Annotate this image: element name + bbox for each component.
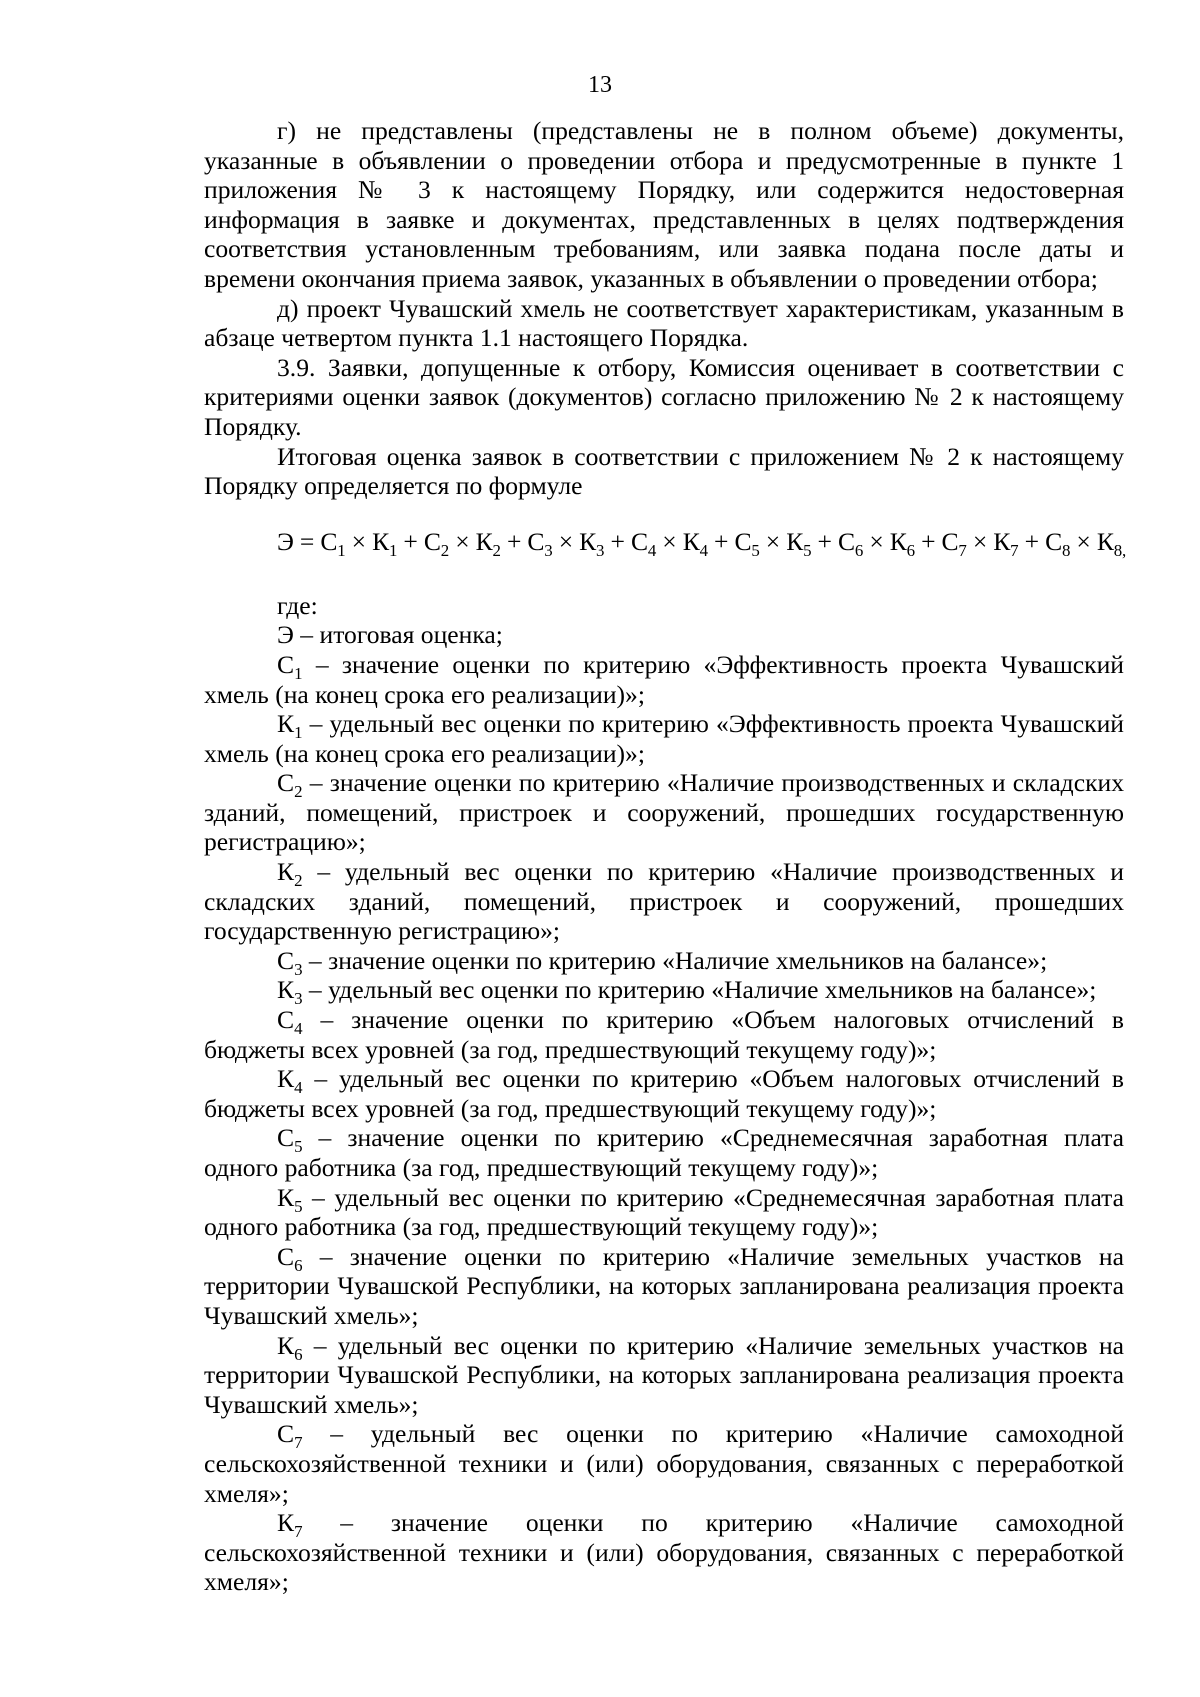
definition-text: – удельный вес оценки по критерию «Наличие производственных и складских зданий, помещений, пристроек и сооружений, прошедших государственную регистрацию»;: [204, 857, 1124, 946]
formula-plus: +: [500, 526, 528, 556]
formula-plus: +: [397, 526, 424, 556]
definitions-list: [204, 620, 1124, 1597]
formula-times: ×: [1070, 526, 1097, 556]
formula-c-symbol: С: [320, 526, 338, 556]
formula-k-symbol: К: [786, 526, 804, 556]
formula-c-symbol: С: [838, 526, 855, 556]
definition-text: – значение оценки по критерию «Эффективность проекта Чувашский хмель (на конец срока его реализации)»;: [204, 649, 1124, 709]
formula-times: ×: [966, 526, 994, 556]
definition-symbol: К: [277, 1508, 295, 1538]
formula-times: ×: [552, 526, 580, 556]
definition-symbol-index: 4: [294, 1018, 303, 1038]
formula-c-index: 4: [647, 540, 657, 560]
definition-text: – удельный вес оценки по критерию «Среднемесячная заработная плата одного работника (за год, предшествующий текущему году)»;: [204, 1182, 1124, 1242]
definition-symbol: К: [277, 975, 295, 1005]
formula-k-index: 5: [803, 540, 812, 560]
formula-c-index: 8: [1061, 540, 1071, 560]
formula-plus: +: [707, 526, 735, 556]
definition-item: [204, 1419, 1124, 1508]
definition-symbol-index: 7: [294, 1433, 303, 1453]
definition-symbol: С: [277, 1123, 295, 1153]
definition-symbol-index: 3: [294, 959, 303, 979]
page-number: 13: [588, 72, 612, 98]
formula-plus: +: [811, 526, 838, 556]
formula-lhs: Э: [277, 526, 294, 556]
definition-text: – значение оценки по критерию «Объем налоговых отчислений в бюджеты всех уровней (за год, предшествующий текущему году)»;: [204, 1005, 1124, 1064]
formula-c-index: 6: [854, 540, 864, 560]
formula-equals: =: [293, 526, 321, 556]
paragraph-d: д) проект Чувашский хмель не соответствует характеристикам, указанным в абзаце четвертом пункта 1.1 настоящего Порядка.: [204, 293, 1124, 353]
definition-item: [204, 1005, 1124, 1064]
formula-times: ×: [759, 526, 787, 556]
formula-c-index: 2: [440, 540, 449, 560]
definition-symbol: К: [277, 1330, 295, 1360]
formula-k-index: 2: [492, 540, 501, 560]
definition-symbol-index: 5: [294, 1196, 303, 1216]
paragraph-formula-intro: Итоговая оценка заявок в соответствии с приложением № 2 к настоящему Порядку определяется по формуле: [204, 441, 1124, 501]
definition-item: [204, 768, 1124, 857]
formula-k-symbol: К: [372, 526, 389, 556]
definition-item: [204, 620, 1124, 650]
definition-symbol-index: 7: [294, 1522, 303, 1542]
definition-symbol-index: 6: [294, 1255, 303, 1275]
definition-text: – значение оценки по критерию «Наличие хмельников на балансе»;: [302, 945, 1048, 975]
definition-symbol: С: [277, 1419, 295, 1449]
formula-times: ×: [345, 526, 373, 556]
definition-item: [204, 650, 1124, 709]
where-label: где:: [277, 590, 318, 620]
formula-k-symbol: К: [579, 526, 597, 556]
formula-k-symbol: К: [889, 526, 907, 556]
definition-item: [204, 1064, 1124, 1123]
definition-symbol-index: 1: [294, 723, 303, 742]
formula-c-index: 1: [337, 540, 346, 560]
formula-c-symbol: С: [941, 526, 959, 556]
definition-item: [204, 857, 1124, 946]
formula-k-index: 7: [1010, 540, 1019, 560]
formula-c-symbol: С: [423, 526, 441, 556]
definition-text: – значение оценки по критерию «Наличие производственных и складских зданий, помещений, пристроек и сооружений, прошедших государственную регистрацию»;: [204, 768, 1124, 857]
definition-symbol: С: [277, 649, 295, 679]
formula-c-index: 5: [751, 540, 760, 560]
formula-c-index: 7: [958, 540, 967, 560]
definition-symbol: С: [277, 1005, 295, 1035]
formula-k-index: 1: [388, 540, 398, 560]
formula-k-index: 3: [596, 540, 605, 560]
definition-text: – удельный вес оценки по критерию «Наличие самоходной сельскохозяйственной техники и (или) оборудования, связанных с переработкой хмеля»;: [204, 1419, 1124, 1508]
paragraph-g: г) не представлены (представлены не в полном объеме) документы, указанные в объявлении о проведении отбора и предусмотренные в пункте 1 приложения № 3 к настоящему Порядку, или содержится недостоверная информация в заявке и документах, представленных в целях подтверждения соответствия установленным требованиям, или заявка подана после даты и времени окончания приема заявок, указанных в объявлении о проведении отбора;: [204, 116, 1124, 293]
formula-plus: +: [604, 526, 631, 556]
definition-symbol-index: 4: [294, 1078, 303, 1098]
definition-symbol-index: 3: [294, 989, 303, 1009]
score-formula: [204, 526, 1126, 560]
formula-k-symbol: К: [682, 526, 700, 556]
definition-symbol: С: [277, 1241, 295, 1271]
definition-item: [204, 945, 1124, 979]
definition-symbol: К: [277, 1064, 295, 1094]
formula-c-symbol: С: [630, 526, 648, 556]
definition-item: [204, 709, 1124, 768]
definition-item: [204, 1123, 1124, 1182]
definition-symbol-index: 1: [294, 663, 303, 683]
document-body: [204, 116, 1124, 1597]
definition-symbol: С: [277, 945, 295, 975]
formula-times: ×: [656, 526, 683, 556]
definition-symbol-index: 6: [294, 1344, 303, 1364]
definition-text: – итоговая оценка;: [293, 620, 503, 650]
definition-text: – удельный вес оценки по критерию «Объем налоговых отчислений в бюджеты всех уровней (за год, предшествующий текущему году)»;: [204, 1064, 1124, 1123]
formula-c-symbol: С: [734, 526, 752, 556]
formula-times: ×: [863, 526, 890, 556]
definition-symbol: С: [277, 768, 295, 798]
definition-item: [204, 1508, 1124, 1597]
formula-k-symbol: К: [475, 526, 493, 556]
definition-symbol-index: 2: [294, 870, 303, 890]
definition-symbol-index: 5: [294, 1137, 303, 1157]
definition-item: [204, 1183, 1124, 1242]
formula-plus: +: [1018, 526, 1046, 556]
definition-text: – удельный вес оценки по критерию «Наличие хмельников на балансе»;: [302, 975, 1097, 1005]
definition-text: – значение оценки по критерию «Наличие самоходной сельскохозяйственной техники и (или) оборудования, связанных с переработкой хмеля»;: [204, 1508, 1124, 1597]
formula-k-index: 4: [699, 540, 708, 560]
definition-item: [204, 1242, 1124, 1331]
definition-symbol: К: [277, 857, 295, 887]
definition-symbol: Э: [277, 620, 294, 650]
definition-item: [204, 1331, 1124, 1420]
definition-symbol: К: [277, 1182, 295, 1212]
definition-text: – значение оценки по критерию «Среднемесячная заработная плата одного работника (за год, предшествующий текущему году)»;: [204, 1123, 1124, 1182]
formula-plus: +: [914, 526, 942, 556]
formula-c-symbol: С: [527, 526, 545, 556]
formula-k-symbol: К: [993, 526, 1011, 556]
formula-c-index: 3: [544, 540, 553, 560]
paragraph-3-9: 3.9. Заявки, допущенные к отбору, Комиссия оценивает в соответствии с критериями оценки заявок (документов) согласно приложению № 2 к настоящему Порядку.: [204, 352, 1124, 441]
formula-k-index: 8,: [1113, 540, 1126, 560]
formula-c-symbol: С: [1045, 526, 1062, 556]
definition-text: – удельный вес оценки по критерию «Эффективность проекта Чувашский хмель (на конец срока его реализации)»;: [204, 709, 1124, 768]
formula-k-index: 6: [906, 540, 915, 560]
formula-times: ×: [449, 526, 476, 556]
definition-symbol-index: 2: [294, 782, 303, 802]
definition-symbol: К: [277, 709, 295, 739]
formula-k-symbol: К: [1096, 526, 1114, 556]
definition-item: [204, 975, 1124, 1009]
definition-text: – удельный вес оценки по критерию «Наличие земельных участков на территории Чувашской Республики, на которых запланирована реализация проекта Чувашский хмель»;: [204, 1330, 1124, 1419]
definition-text: – значение оценки по критерию «Наличие земельных участков на территории Чувашской Республики, на которых запланирована реализация проекта Чувашский хмель»;: [204, 1241, 1124, 1330]
